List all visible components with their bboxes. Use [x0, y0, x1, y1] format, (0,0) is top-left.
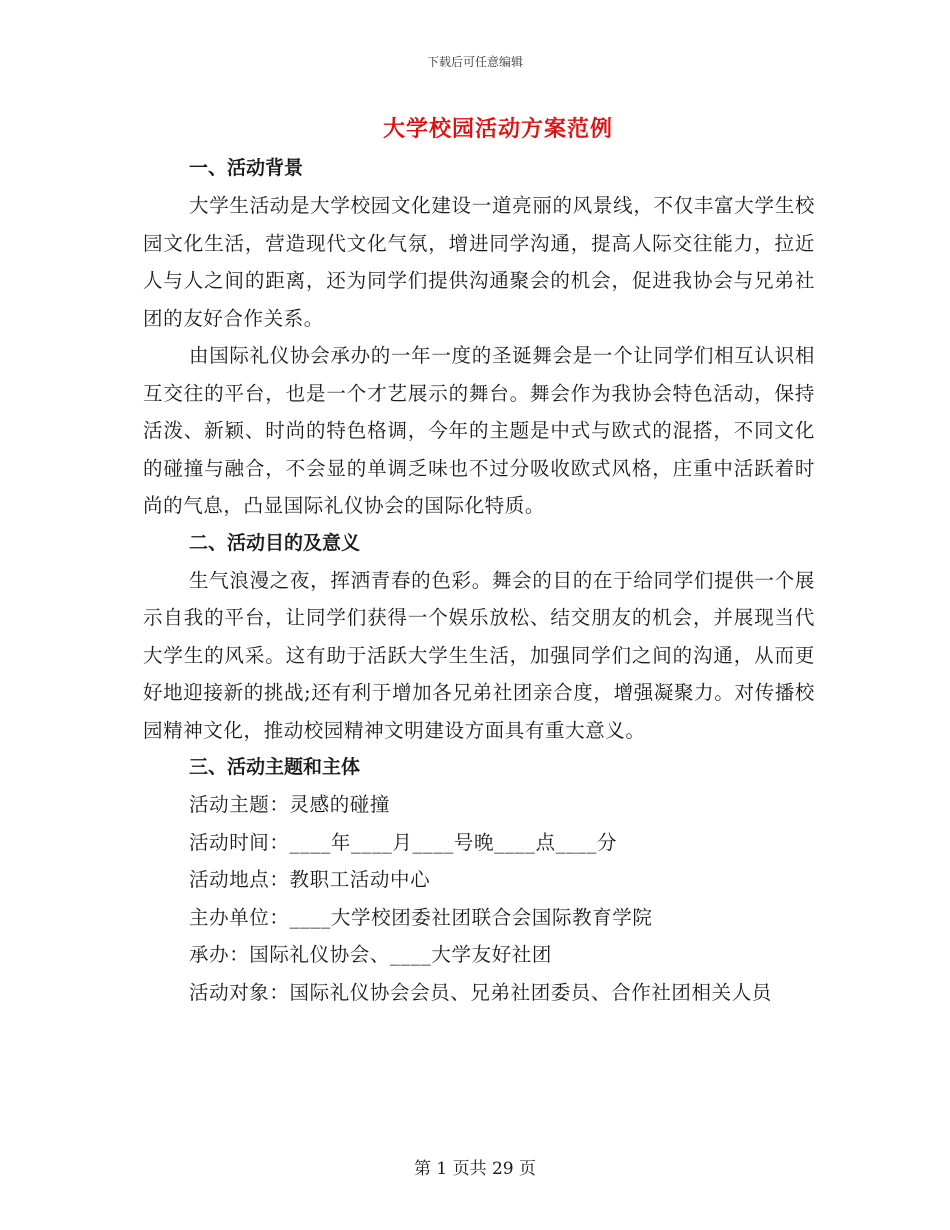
section-theme — [143, 749, 815, 1011]
header-note: 下载后可任意编辑 — [426, 55, 523, 69]
section-background — [143, 150, 815, 525]
section-heading: 三、活动主题和主体 — [189, 756, 361, 778]
info-host: 主办单位：____大学校团委社团联合会国际教育学院 — [189, 905, 653, 929]
info-location: 活动地点：教职工活动中心 — [189, 868, 431, 891]
page-number: 第 1 页共 29 页 — [413, 1159, 537, 1179]
document-title: 大学校园活动方案范例 — [382, 116, 613, 142]
document-body — [143, 150, 815, 1011]
info-organizer: 承办：国际礼仪协会、____大学友好社团 — [189, 943, 553, 966]
section-heading: 一、活动背景 — [189, 157, 304, 179]
paragraph: 生气浪漫之夜，挥洒青春的色彩。舞会的目的在于给同学们提供一个展示自我的平台，让同学们获得一个娱乐放松、结交朋友的机会，并展现当代大学生的风采。这有助于活跃大学生生活，加强同学们之间的沟通，从而更好地迎接新的挑战;还有利于增加各兄弟社团亲合度，增强凝聚力。对传播校园精神文化，推动校园精神文明建设方面具有重大意义。 — [143, 568, 815, 742]
section-purpose — [143, 525, 815, 750]
info-time: 活动时间：____年____月____号晚____点____分 — [189, 830, 618, 854]
info-theme: 活动主题：灵感的碰撞 — [189, 793, 391, 816]
paragraph: 大学生活动是大学校园文化建设一道亮丽的风景线，不仅丰富大学生校园文化生活，营造现代文化气氛，增进同学沟通，提高人际交往能力，拉近人与人之间的距离，还为同学们提供沟通聚会的机会，促进我协会与兄弟社团的友好合作关系。 — [143, 194, 815, 330]
paragraph: 由国际礼仪协会承办的一年一度的圣诞舞会是一个让同学们相互认识相互交往的平台，也是一个才艺展示的舞台。舞会作为我协会特色活动，保持活泼、新颖、时尚的特色格调，今年的主题是中式与欧式的混搭，不同文化的碰撞与融合，不会显的单调乏味也不过分吸收欧式风格，庄重中活跃着时尚的气息，凸显国际礼仪协会的国际化特质。 — [143, 344, 815, 517]
section-heading: 二、活动目的及意义 — [189, 531, 361, 554]
info-audience: 活动对象：国际礼仪协会会员、兄弟社团委员、合作社团相关人员 — [189, 980, 772, 1004]
